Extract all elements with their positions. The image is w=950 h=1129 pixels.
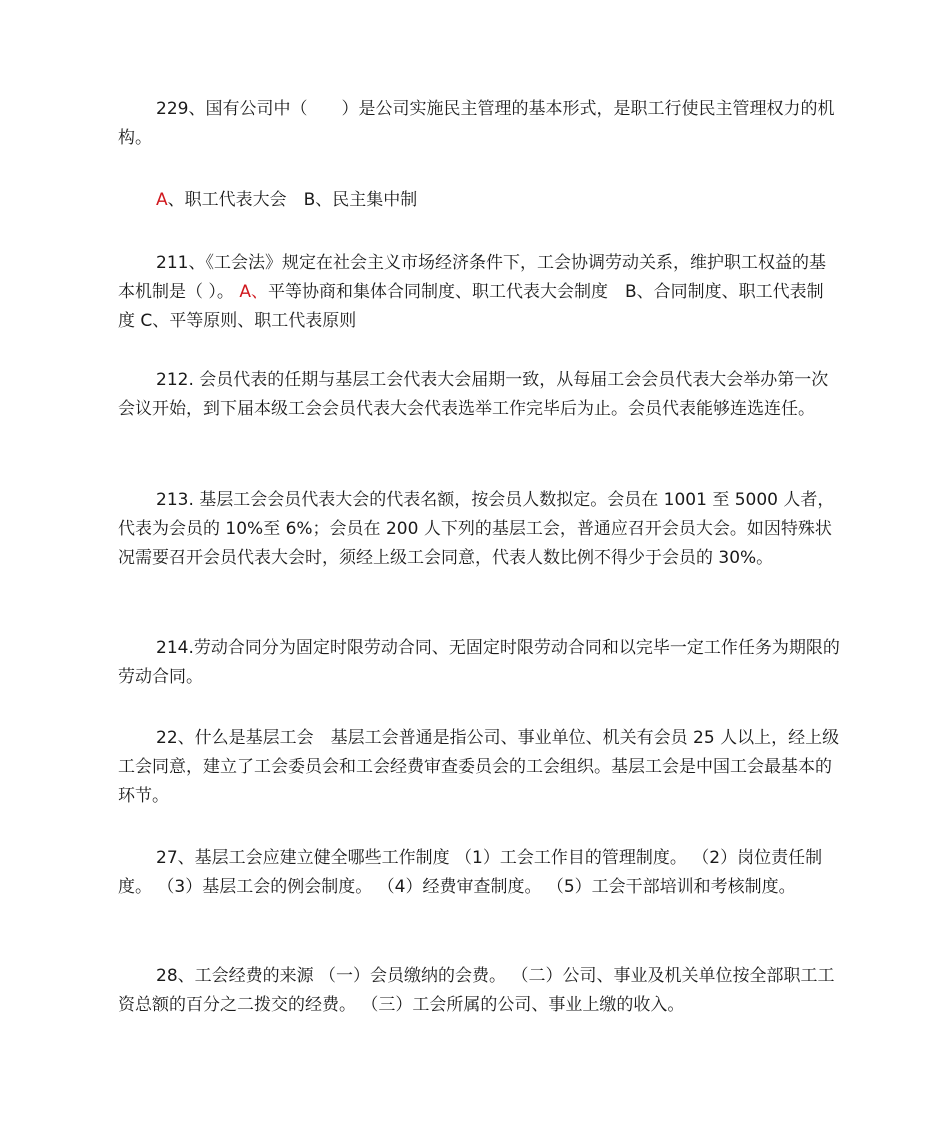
item-28 xyxy=(118,962,840,1020)
question-229 xyxy=(118,95,840,153)
question-211 xyxy=(118,249,840,336)
question-229-options xyxy=(118,186,840,215)
question-211-options: 平等协商和集体合同制度、职工代表大会制度 B、合同制度、职工代表制度 C、平等原则、职工代表原则 xyxy=(118,282,824,331)
item-22 xyxy=(118,724,840,811)
item-214 xyxy=(118,634,840,692)
question-211-stem: 211、《工会法》规定在社会主义市场经济条件下，工会协调劳动关系，维护职工权益的基本机制是（ ）。 xyxy=(118,253,826,302)
answer-letter-a: A、 xyxy=(239,282,268,302)
item-27 xyxy=(118,844,840,902)
item-22-text: 22、什么是基层工会 基层工会普通是指公司、事业单位、机关有会员 25 人以上，经上级工会同意，建立了工会委员会和工会经费审查委员会的工会组织。基层工会是中国工会最基本的环节。 xyxy=(118,728,840,806)
question-229-options-text: 、职工代表大会 B、民主集中制 xyxy=(167,190,418,210)
item-214-text: 214.劳动合同分为固定时限劳动合同、无固定时限劳动合同和以完毕一定工作任务为期限的劳动合同。 xyxy=(118,638,840,687)
item-27-text: 27、基层工会应建立健全哪些工作制度 （1）工会工作目的管理制度。 （2）岗位责任制度。 （3）基层工会的例会制度。 （4）经费审查制度。 （5）工会干部培训和考核制度。 xyxy=(118,848,823,897)
answer-letter-a: A xyxy=(156,190,168,210)
item-212 xyxy=(118,366,840,424)
item-213-text: 213. 基层工会会员代表大会的代表名额，按会员人数拟定。会员在 1001 至 5000 人者，代表为会员的 10%至 6%；会员在 200 人下列的基层工会，普通应召开会员大会。如因特殊状况需要召开会员代表大会时，须经上级工会同意，代表人数比例不得少于会员的 30%。 xyxy=(118,490,835,568)
item-212-text: 212. 会员代表的任期与基层工会代表大会届期一致，从每届工会会员代表大会举办第一次会议开始，到下届本级工会会员代表大会代表选举工作完毕后为止。会员代表能够连选连任。 xyxy=(118,370,829,419)
question-229-text: 229、国有公司中（ ）是公司实施民主管理的基本形式，是职工行使民主管理权力的机构。 xyxy=(118,99,835,148)
item-28-text: 28、工会经费的来源 （一）会员缴纳的会费。 （二）公司、事业及机关单位按全部职工工资总额的百分之二拨交的经费。 （三）工会所属的公司、事业上缴的收入。 xyxy=(118,966,835,1015)
item-213 xyxy=(118,486,840,573)
